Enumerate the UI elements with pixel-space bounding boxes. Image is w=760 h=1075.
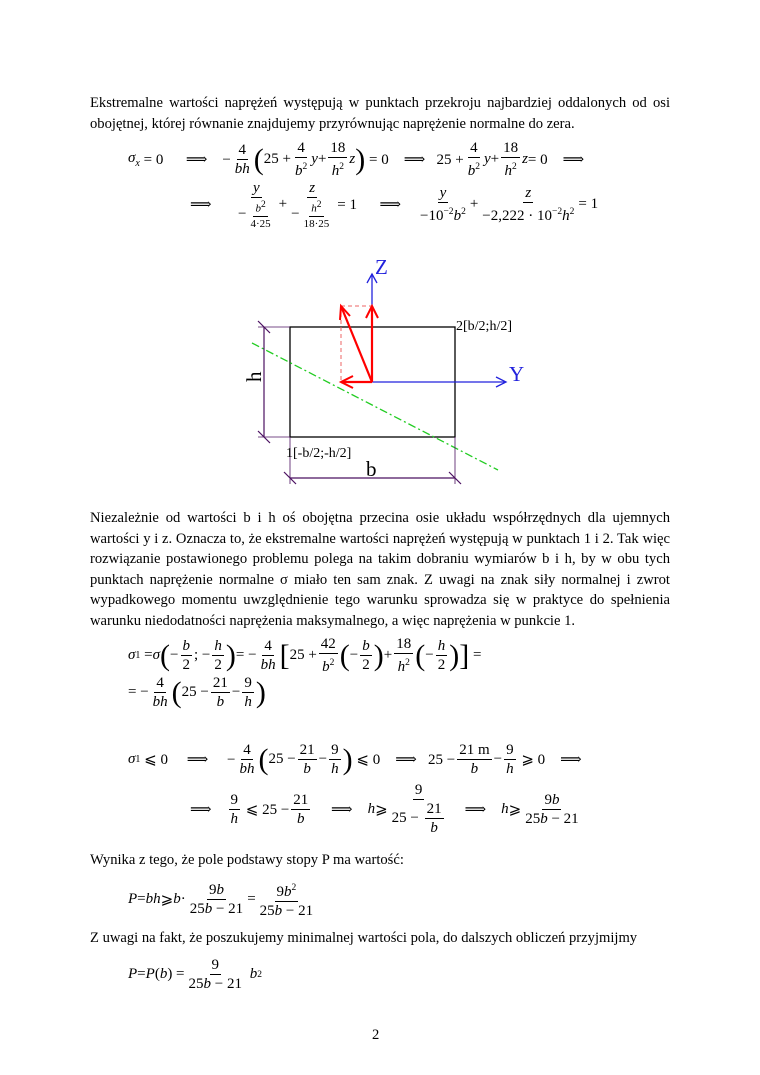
- inequality-line2: ⟹ $\frac{9}{h}$ ⩽ 25 − $\frac{21}{b}$ ⟹ h ⩾ 9 25 − $\frac{21}{b}$ ⟹ h ⩾ $\frac{9b}{25b - 21}$: [190, 782, 579, 836]
- paragraph-analysis: Niezależnie od wartości b i h oś obojętna przecina osie układu współrzędnych dla ujemnych wartości y i z. Oznacza to, że ekstremalne wartości naprężeń występują w punktach 1 i 2. Tak więc rozwiązanie postawionego problemu polega na takim dobraniu wymiarów b i h, by w obu tych punktach naprężenie normalne σ miało ten sam znak. Z uwagi na znak siły normalnej i zwrot wypadkowego momentu uwzględnienie tego warunku sprowadza się w praktyce do spełnienia warunku niedodatności naprężenia maksymalnego, a więc naprężenia w punkcie 1.: [90, 510, 670, 629]
- dimension-b-label: b: [366, 457, 377, 481]
- page-number: 2: [372, 1027, 380, 1043]
- equation-sigma1-line2: = − $\frac{4}{bh}$ ( 25 − $\frac{21}{b}$ − $\frac{9}{h}$ ): [128, 675, 266, 710]
- inequality-line1: σ 1 ⩽ 0 ⟹ − $\frac{4}{bh}$ ( 25 − $\frac{21}{b}$ − $\frac{9}{h}$ ) ⩽ 0 ⟹ 25 − $\frac{21 m}{b}$ − $\frac{9}{h}$ ⩾ 0 ⟹: [128, 742, 582, 777]
- axis-z-label: Z: [375, 255, 388, 279]
- dimension-h-label: h: [242, 371, 266, 382]
- paragraph-intro: Ekstremalne wartości naprężeń występują w punktach przekroju najbardziej oddalonych od osi obojętnej, której równanie znajdujemy przyrównując naprężenie normalne do zera.: [90, 95, 670, 132]
- equation-sigma1-line1: σ 1 = σ ( − $\frac{b}{2}$ ; − $\frac{h}{2}$ ) = − $\frac{4}{bh}$ [ 25 + $\frac{42}{b^2}$ ( − $\frac{b}{2}$ ) + $\frac{18}{h^2}$ ( − $\frac{h}{2}$ ) ] =: [128, 636, 482, 675]
- equation-area-function: P = P ( b ) = $\frac{9}{25b - 21}$ b 2: [128, 957, 262, 992]
- paragraph-minimum: Z uwagi na fakt, że poszukujemy minimalnej wartości pola, do dalszych obliczeń przyjmijmy: [90, 930, 638, 946]
- axis-y-label: Y: [509, 362, 525, 386]
- point-1-label: 1[-b/2;-h/2]: [286, 446, 352, 461]
- equation-neutral-axis-line1: $\sigma_x$ = 0 ⟹ − $\frac{4}{bh}$ ( 25 + $\frac{4}{b^2}$ y + $\frac{18}{h^2}$ z ) = 0 ⟹ 25 + $\frac{4}{b^2}$ y + $\frac{18}{h^2}$ z = 0 ⟹: [128, 140, 585, 179]
- equation-area: P = bh ⩾ b · $\frac{9b}{25b - 21}$ = $\frac{9b^2}{25b - 21}$: [128, 882, 314, 919]
- paragraph-area-value: Wynika z tego, że pole podstawy stopy P ma wartość:: [90, 852, 404, 868]
- equation-neutral-axis-line2: ⟹ y − $\frac{b^2}{4\cdot 25}$ + z − $\frac{h^2}{18\cdot 25}$ = 1 ⟹ $\frac{y}{-10^{-2}b^2}$ + $\frac{z}{-2,222 \cdot 10^{-2}h^2}$ = 1: [190, 180, 599, 230]
- point-2-label: 2[b/2;h/2]: [456, 319, 512, 334]
